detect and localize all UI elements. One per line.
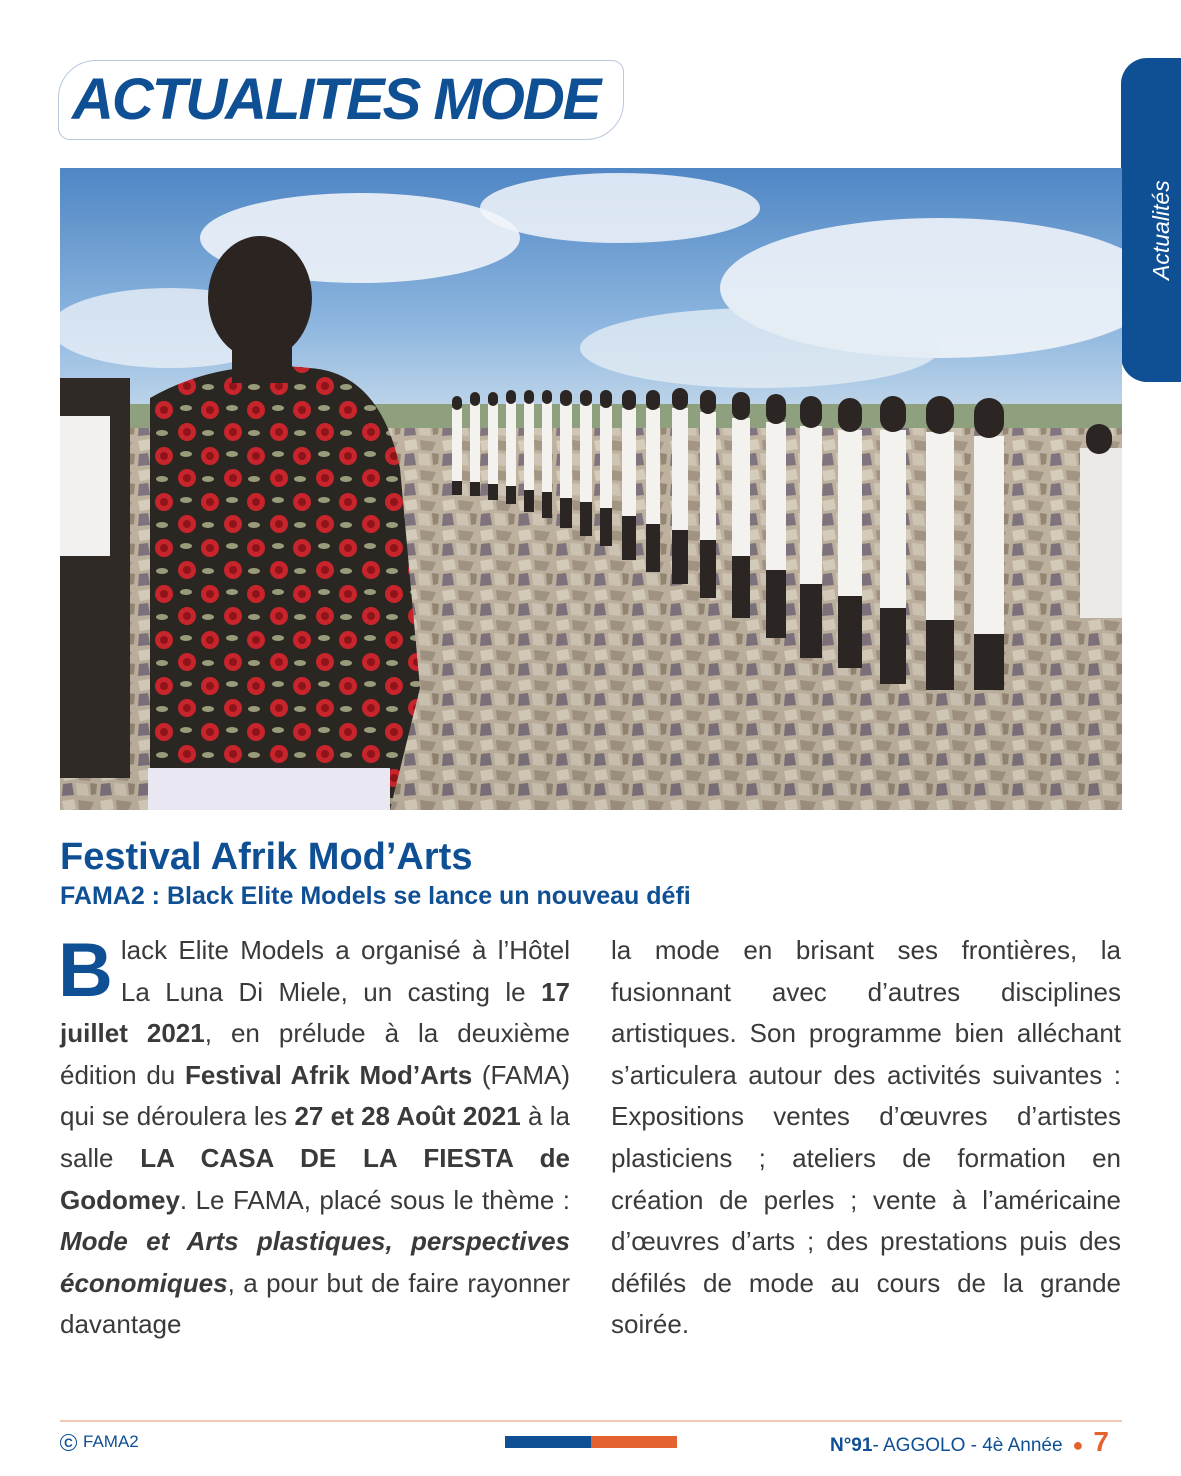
left-text-6: , a pour but de faire rayonner davantage xyxy=(60,1267,570,1340)
article-headline: Festival Afrik Mod’Arts xyxy=(60,836,473,878)
issue-details: - AGGOLO - 4è Année xyxy=(872,1435,1063,1456)
copyright-text: FAMA2 xyxy=(83,1432,139,1451)
footer-divider xyxy=(60,1420,1122,1422)
drop-cap: B xyxy=(58,928,113,1013)
left-bold-date: 17 juillet 2021 xyxy=(60,976,570,1049)
footer-copyright xyxy=(60,1432,139,1452)
footer-bar-blue xyxy=(505,1436,591,1448)
left-bold-theme: Mode et Arts plastiques, perspectives économiques xyxy=(60,1226,570,1298)
bullet-icon: ● xyxy=(1072,1435,1084,1455)
left-text-4: à la salle xyxy=(60,1101,570,1173)
left-bold-dates: 27 et 28 Août 2021 xyxy=(294,1101,521,1132)
left-text-3: (FAMA) qui se déroulera les xyxy=(60,1059,570,1132)
photo-illustration xyxy=(60,168,1122,810)
article-column-left xyxy=(60,930,570,1346)
page-number: 7 xyxy=(1093,1426,1109,1457)
left-text-5: . Le FAMA, placé sous le thème : xyxy=(179,1184,570,1215)
copyright-icon: C xyxy=(60,1434,77,1451)
left-text-2: , en prélude à la deuxième édition du xyxy=(60,1018,570,1090)
left-bold-venue: LA CASA DE LA FIESTA de Godomey xyxy=(60,1142,570,1215)
side-tab-label: Actualités xyxy=(1148,180,1174,280)
section-title: ACTUALITES MODE xyxy=(72,67,600,132)
left-text-1: lack Elite Models a organisé à l’Hôtel La Luna Di Miele, un casting le xyxy=(120,935,570,1007)
article-column-right: la mode en brisant ses frontières, la fusionnant avec d’autres disciplines artistiques. Son programme bien alléchant s’articulera autour des activités suivantes : Expositions ventes d’œuvres d’artistes plasticiens ; ateliers de formation en création de perles ; vente à l’américaine d’œuvres d’arts ; des prestations puis des défilés de mode au cours de la grande soirée. xyxy=(611,935,1121,1340)
footer-issue-info xyxy=(830,1426,1109,1458)
article-subheadline: FAMA2 : Black Elite Models se lance un nouveau défi xyxy=(60,882,691,910)
left-bold-festival: Festival Afrik Mod’Arts xyxy=(184,1059,473,1090)
article-photo xyxy=(60,168,1122,810)
issue-number: N°91 xyxy=(829,1435,873,1456)
footer-bar-orange xyxy=(591,1436,677,1448)
